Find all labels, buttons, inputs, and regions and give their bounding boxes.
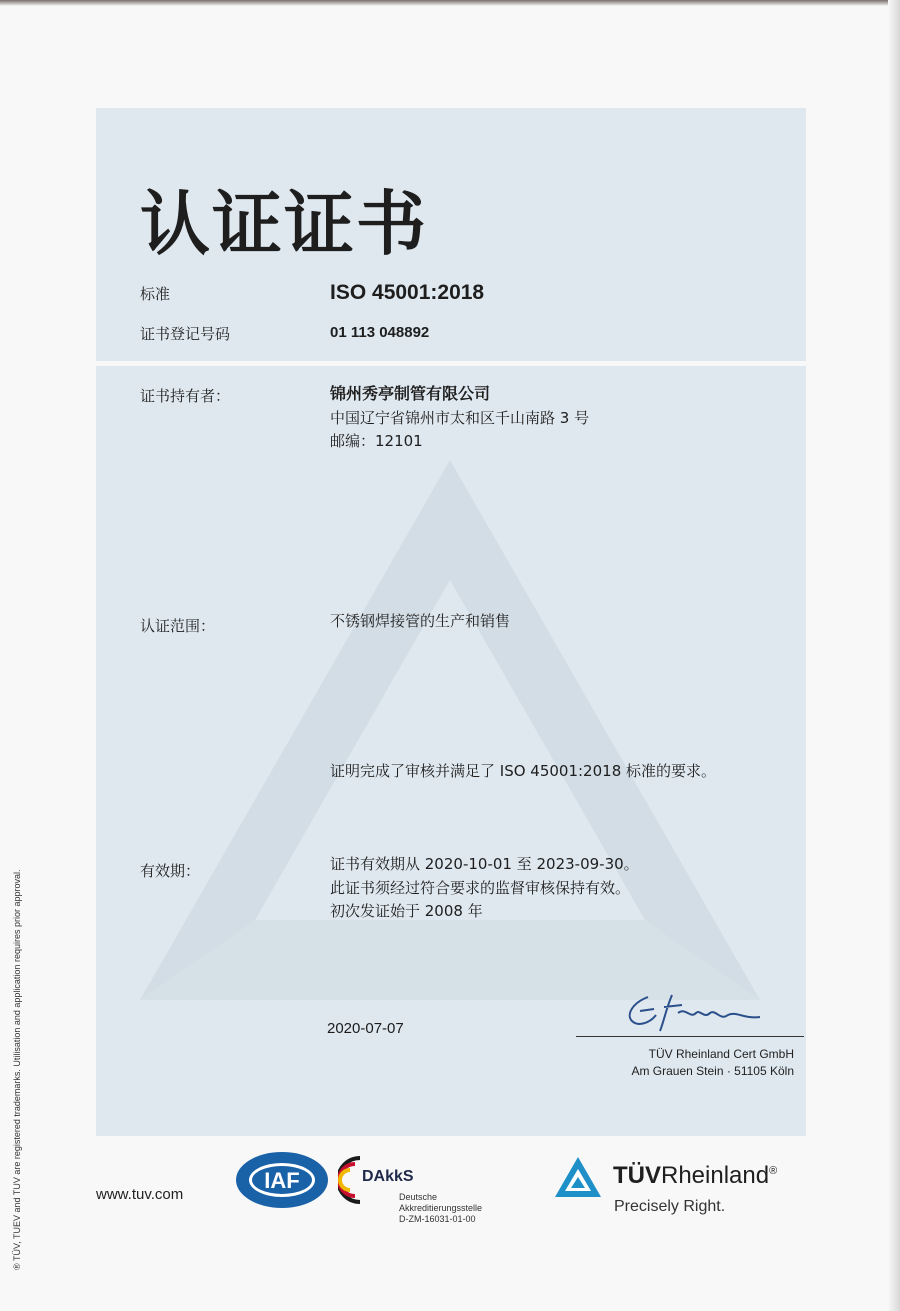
- conformity-statement: 证明完成了审核并满足了 ISO 45001:2018 标准的要求。: [330, 762, 717, 780]
- trademark-note: ® TÜV, TUEV and TUV are registered trademarks. Utilisation and application requires prior approval.: [12, 869, 22, 1270]
- certificate-title: 认证证书: [140, 183, 428, 265]
- dakks-line: Akkreditierungsstelle: [399, 1203, 483, 1213]
- first-issue: 初次发证始于 2008 年: [330, 902, 483, 920]
- issuer-address: Am Grauen Stein · 51105 Köln: [631, 1064, 794, 1078]
- validity-condition: 此证书须经过符合要求的监督审核保持有效。: [330, 879, 631, 897]
- issuer-block: [631, 1046, 794, 1080]
- validity-period: 证书有效期从 2020-10-01 至 2023-09-30。: [330, 855, 639, 873]
- registration-number-value: 01 113 048892: [330, 324, 430, 341]
- signature-line: [576, 1036, 804, 1037]
- dakks-line: Deutsche: [399, 1192, 438, 1202]
- signature: [620, 985, 790, 1040]
- scan-right-edge: [888, 0, 900, 1311]
- issue-date: 2020-07-07: [327, 1020, 404, 1037]
- website-link[interactable]: www.tuv.com: [96, 1186, 184, 1203]
- holder-name: 锦州秀亭制管有限公司: [330, 384, 491, 403]
- holder-address: 中国辽宁省锦州市太和区千山南路 3 号: [330, 409, 590, 427]
- registration-number-label: 证书登记号码: [140, 325, 231, 343]
- scan-top-edge: [0, 0, 900, 6]
- issuer-name: TÜV Rheinland Cert GmbH: [648, 1047, 794, 1061]
- dakks-accreditation-number: D-ZM-16031-01-00: [399, 1214, 476, 1224]
- holder-postcode: 邮编：12101: [330, 432, 423, 450]
- scope-label: 认证范围：: [140, 617, 216, 635]
- svg-text:IAF: IAF: [264, 1168, 300, 1193]
- tuv-watermark-triangle: [140, 460, 760, 1010]
- scope-value: 不锈钢焊接管的生产和销售: [330, 612, 511, 630]
- tuv-triangle-logo: [553, 1155, 603, 1200]
- dakks-details: [399, 1192, 482, 1225]
- standard-value: ISO 45001:2018: [330, 281, 485, 304]
- tuv-tagline: Precisely Right.: [614, 1198, 726, 1215]
- dakks-name: DAkkS: [362, 1168, 414, 1185]
- validity-label: 有效期：: [140, 862, 201, 880]
- iaf-logo: [234, 1150, 330, 1210]
- holder-label: 证书持有者：: [140, 387, 231, 405]
- standard-label: 标准: [140, 285, 171, 303]
- tuv-brand: TÜVRheinland®: [613, 1162, 778, 1189]
